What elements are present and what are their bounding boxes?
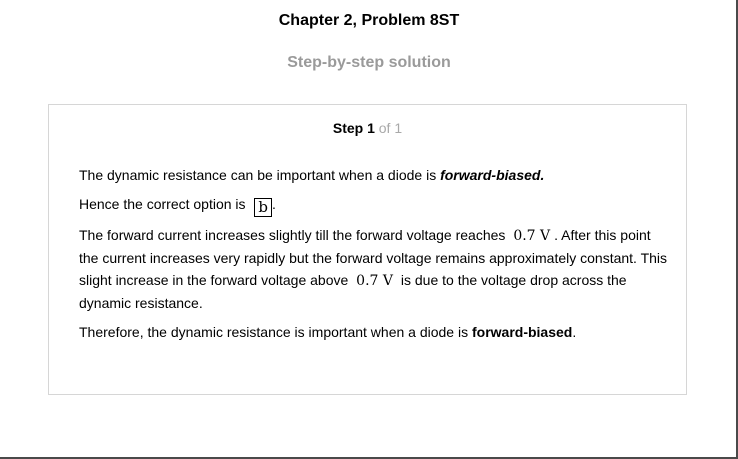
step-header [49,119,686,137]
chapter-title: Chapter 2, Problem 8ST [278,12,460,29]
solution-body [79,164,669,350]
solution-card [48,104,687,395]
math-voltage-1: 0.7 V [513,228,551,244]
paragraph-end: . [272,196,276,212]
answer-box: b [254,198,272,217]
solution-paragraph-4 [79,321,669,343]
paragraph-text: The dynamic resistance can be important when a diode is [79,167,441,183]
solution-paragraph-1 [79,164,669,186]
emphasis-text: forward-biased [471,324,573,340]
paragraph-end: . [572,324,577,340]
solution-subtitle: Step-by-step solution [287,54,451,71]
solution-paragraph-2 [79,193,669,217]
math-voltage-2: 0.7 V [356,273,393,289]
paragraph-text: Hence the correct option is [79,196,250,212]
step-label: Step 1 [332,120,375,136]
paragraph-text: The forward current increases slightly till the forward voltage reaches [79,227,510,243]
paragraph-text: . After this point the current increases very rapidly but the forward voltage remains approximately constant. This slight increase in the forward voltage above [79,227,668,288]
emphasis-text: forward-biased. [440,167,545,183]
paragraph-text: is due to the voltage drop across the dynamic resistance. [79,272,627,311]
step-count: of 1 [378,120,403,136]
paragraph-text: Therefore, the dynamic resistance is important when a diode is [79,324,472,340]
solution-paragraph-3 [79,224,669,314]
